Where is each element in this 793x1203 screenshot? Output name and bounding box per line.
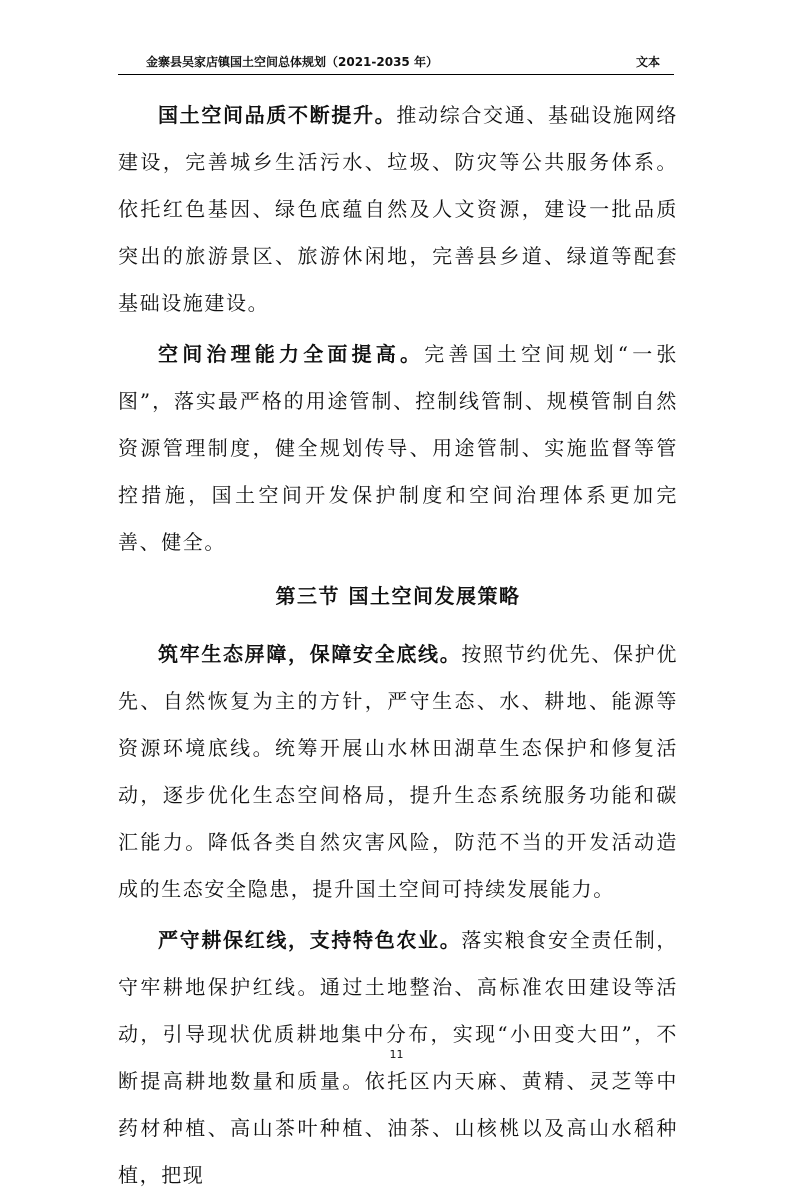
paragraph-ecological-barrier: [118, 631, 678, 913]
paragraph-spatial-quality: [118, 92, 678, 327]
document-title: 金寨县吴家店镇国土空间总体规划（2021-2035 年）: [146, 55, 438, 69]
page-body: [118, 92, 678, 1203]
paragraph-text: 按照节约优先、保护优先、自然恢复为主的方针，严守生态、水、耕地、能源等资源环境底线。统筹开展山水林田湖草生态保护和修复活动，逐步优化生态空间格局，提升生态系统服务功能和碳汇能力。降低各类自然灾害风险，防范不当的开发活动造成的生态安全隐患，提升国土空间可持续发展能力。: [118, 642, 678, 901]
paragraph-governance: [118, 331, 678, 566]
section-heading: 第三节 国土空间发展策略: [275, 584, 521, 608]
paragraph-lead: 空间治理能力全面提高。: [158, 342, 425, 366]
paragraph-text: 完善国土空间规划“一张图”，落实最严格的用途管制、控制线管制、规模管制自然资源管理制度，健全规划传导、用途管制、实施监督等管控措施，国土空间开发保护制度和空间治理体系更加完善、健全。: [118, 342, 678, 554]
paragraph-text: 推动综合交通、基础设施网络建设，完善城乡生活污水、垃圾、防灾等公共服务体系。依托红色基因、绿色底蕴自然及人文资源，建设一批品质突出的旅游景区、旅游休闲地，完善县乡道、绿道等配套基础设施建设。: [118, 103, 678, 315]
page-number: 11: [389, 1048, 404, 1061]
page-header: [118, 52, 674, 75]
paragraph-text: 落实粮食安全责任制，守牢耕地保护红线。通过土地整治、高标准农田建设等活动，引导现状优质耕地集中分布，实现“小田变大田”，不断提高耕地数量和质量。依托区内天麻、黄精、灵芝等中药材种植、高山茶叶种植、油茶、山核桃以及高山水稻种植，把现: [118, 928, 678, 1187]
paragraph-lead: 国土空间品质不断提升。: [158, 103, 397, 127]
paragraph-lead: 严守耕保红线，支持特色农业。: [158, 928, 462, 952]
document-type-label: 文本: [635, 55, 660, 69]
paragraph-lead: 筑牢生态屏障，保障安全底线。: [158, 642, 462, 666]
